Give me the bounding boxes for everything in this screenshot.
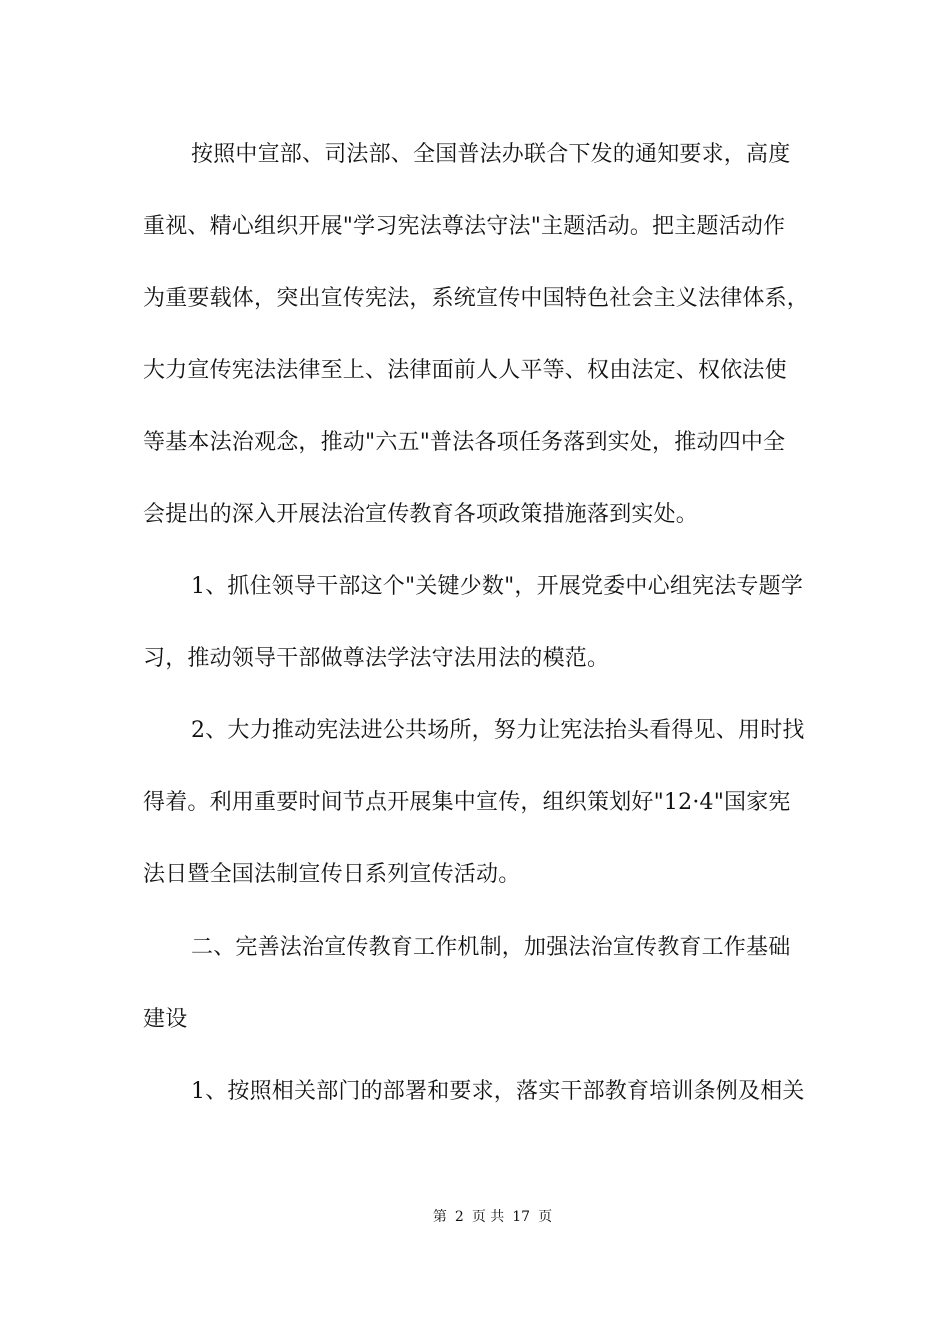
total-pages-number: 17 (512, 1209, 531, 1225)
paragraph-line: 重视、精心组织开展"学习宪法尊法守法"主题活动。把主题活动作 (143, 214, 786, 239)
paragraph-line: 大力宣传宪法法律至上、法律面前人人平等、权由法定、权依法使 (143, 358, 787, 383)
paragraph-line: 等基本法治观念，推动"六五"普法各项任务落到实处，推动四中全 (143, 430, 786, 455)
list-item-line: 1、抓住领导干部这个"关键少数"，开展党委中心组宪法专题学 (191, 574, 804, 599)
section-heading-line: 二、完善法治宣传教育工作机制，加强法治宣传教育工作基础 (191, 935, 791, 960)
paragraph-line: 按照中宣部、司法部、全国普法办联合下发的通知要求，高度 (191, 142, 791, 167)
list-item-line: 法日暨全国法制宣传日系列宣传活动。 (143, 862, 521, 887)
page-footer (0, 1207, 950, 1227)
list-item-line: 2、大力推动宪法进公共场所，努力让宪法抬头看得见、用时找 (191, 718, 805, 743)
section-heading-line: 建设 (143, 1007, 188, 1032)
list-item-line: 得着。利用重要时间节点开展集中宣传，组织策划好"12·4"国家宪 (143, 790, 791, 815)
paragraph-line: 会提出的深入开展法治宣传教育各项政策措施落到实处。 (143, 502, 699, 527)
footer-prefix: 第 (432, 1209, 447, 1225)
paragraph-line: 为重要载体，突出宣传宪法，系统宣传中国特色社会主义法律体系， (143, 286, 810, 311)
list-item-line: 习，推动领导干部做尊法学法守法用法的模范。 (143, 646, 610, 671)
footer-mid: 页 共 (471, 1209, 505, 1225)
footer-suffix: 页 (538, 1209, 553, 1225)
current-page-number: 2 (454, 1209, 464, 1225)
list-item-line: 1、按照相关部门的部署和要求，落实干部教育培训条例及相关 (191, 1079, 805, 1104)
